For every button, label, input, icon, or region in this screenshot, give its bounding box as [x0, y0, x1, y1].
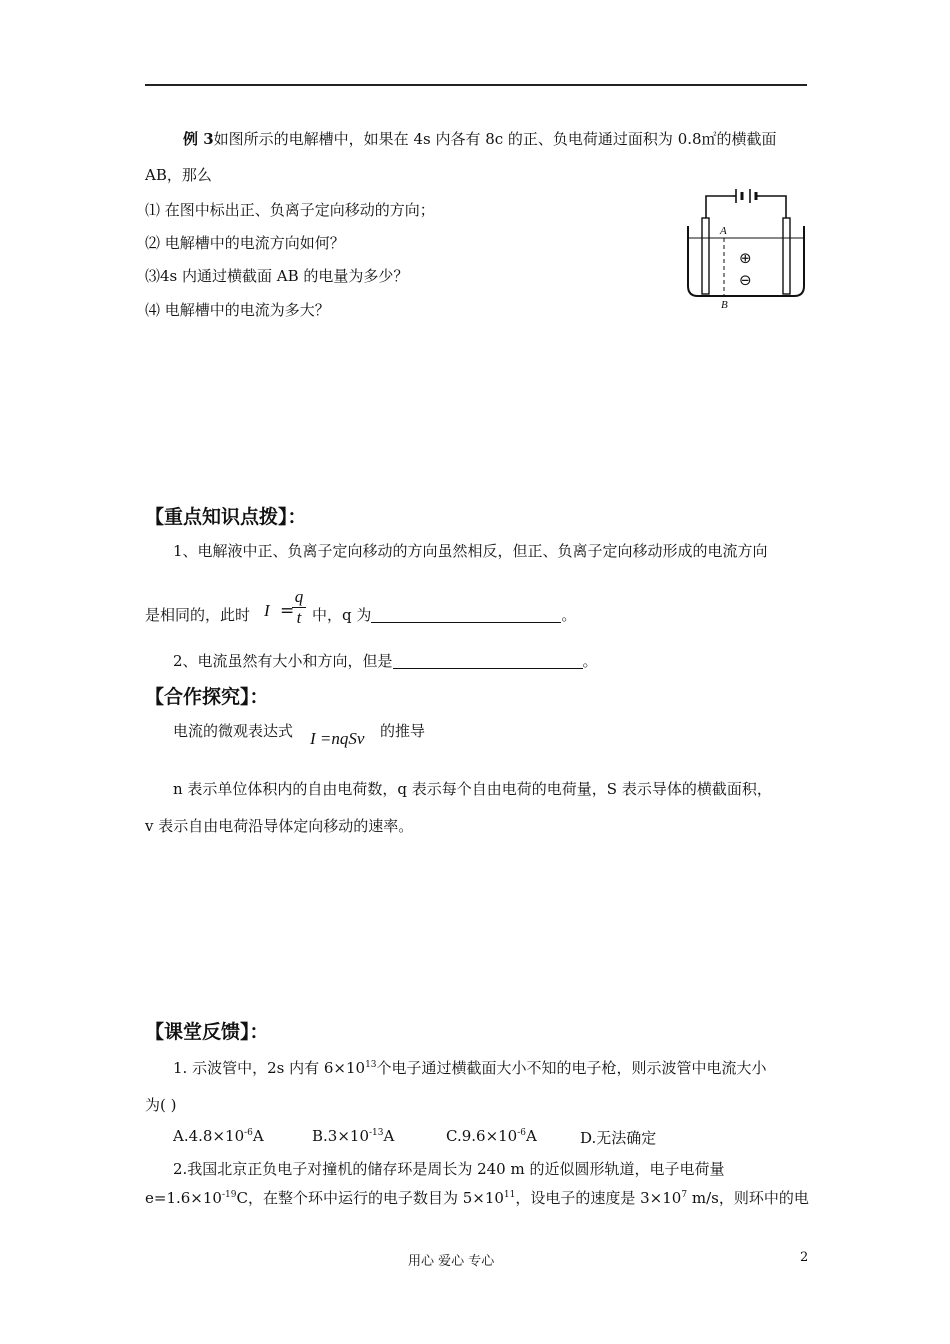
example3-text: 如图所示的电解槽中，如果在 4s 内各有 8c 的正、负电荷通过面积为 0.8㎡的横截面 [213, 130, 777, 148]
key-points-p1-line2-prefix: 是相同的，此时 [145, 606, 251, 624]
feedback-q1-option-d[interactable] [580, 1127, 656, 1148]
page-number: 2 [800, 1250, 809, 1265]
feedback-q1-option-b[interactable] [312, 1127, 394, 1145]
answer-blank-2[interactable] [393, 652, 583, 669]
option-a-unit: A [252, 1127, 264, 1145]
positive-ion-icon: ⊕ [739, 249, 752, 267]
formula-equals: = [280, 601, 295, 621]
cooperation-intro-prefix: 电流的微观表达式 [173, 722, 294, 740]
feedback-q2-exponent-3: 7 [681, 1190, 688, 1200]
option-b-exponent: -13 [369, 1128, 384, 1138]
answer-blank-1[interactable] [371, 606, 561, 623]
feedback-q2-exponent-2: 11 [503, 1190, 516, 1200]
micro-current-formula: I =nqSv [310, 729, 365, 748]
feedback-q2-part-b: C，在整个环中运行的电子数目为 5×10 [236, 1189, 504, 1207]
cooperation-heading: 【合作探究】： [145, 686, 269, 708]
key-points-p1-line2 [312, 604, 576, 625]
feedback-q2-part-c: ，设电子的速度是 3×10 [515, 1189, 682, 1207]
formula-i-symbol: I [264, 601, 270, 620]
cooperation-desc-line2: v 表示自由电荷沿导体定向移动的速率。 [145, 817, 414, 835]
figure-label-a: A [720, 225, 727, 237]
feedback-q1-option-c[interactable] [446, 1127, 537, 1145]
electrolytic-cell-figure [680, 182, 810, 312]
footer-motto: 用心 爱心 专心 [408, 1254, 495, 1269]
option-c-exponent: -6 [517, 1128, 527, 1138]
formula-fraction [292, 588, 306, 627]
left-electrode [702, 218, 709, 294]
option-a-exponent: -6 [244, 1128, 253, 1138]
option-c-base: C.9.6×10 [446, 1127, 518, 1145]
example3-label: 例 3 [183, 130, 214, 148]
feedback-q2-exponent-1: -19 [221, 1190, 237, 1200]
option-c-unit: A [526, 1127, 537, 1145]
feedback-q1-exponent: 13 [365, 1060, 377, 1070]
feedback-q1-line1 [173, 1057, 767, 1078]
example3-q4: ⑷ 电解槽中的电流为多大？ [145, 301, 330, 319]
formula-numerator: q [294, 587, 304, 606]
feedback-q1-part-a: 1. 示波管中，2s 内有 6×10 [173, 1059, 366, 1077]
feedback-q1-part-b: 个电子通过横截面大小不知的电子枪，则示波管中电流大小 [376, 1059, 767, 1077]
feedback-q2-part-d: m/s，则环中的电 [687, 1189, 809, 1207]
key-points-heading: 【重点知识点拨】： [145, 506, 307, 528]
key-points-p1-end: 。 [561, 606, 577, 624]
key-points-p2-end: 。 [582, 652, 598, 670]
example3-line1 [183, 128, 777, 149]
key-points-p1-line1: 1、电解液中正、负离子定向移动的方向虽然相反，但正、负离子定向移动形成的电流方向 [173, 542, 768, 560]
example3-line2: AB，那么 [145, 166, 212, 184]
feedback-q1-line2: 为( ) [145, 1096, 177, 1114]
figure-label-b: B [721, 299, 728, 311]
feedback-heading: 【课堂反馈】： [145, 1021, 269, 1043]
option-d-base: D.无法确定 [580, 1129, 657, 1147]
feedback-q2-line1: 2.我国北京正负电子对撞机的储存环是周长为 240 m 的近似圆形轨道，电子电荷量 [173, 1160, 725, 1178]
feedback-q2-part-a: e=1.6×10 [145, 1189, 222, 1207]
example3-q3: ⑶4s 内通过横截面 AB 的电量为多少？ [145, 267, 409, 285]
feedback-q1-option-a[interactable] [173, 1127, 264, 1145]
option-b-unit: A [383, 1127, 395, 1145]
right-electrode [783, 218, 790, 294]
feedback-q2-line2 [145, 1187, 809, 1208]
key-points-p1-mid: 中，q 为 [312, 606, 372, 624]
option-a-base: A.4.8×10 [173, 1127, 245, 1145]
key-points-p2 [173, 650, 598, 671]
example3-q2: ⑵ 电解槽中的电流方向如何？ [145, 234, 345, 252]
cooperation-desc-line1: n 表示单位体积内的自由电荷数，q 表示每个自由电荷的电荷量，S 表示导体的横截面积， [173, 780, 772, 798]
example3-q1: ⑴ 在图中标出正、负离子定向移动的方向； [145, 201, 435, 219]
key-points-p2-prefix: 2、电流虽然有大小和方向，但是 [173, 652, 393, 670]
cooperation-intro-suffix: 的推导 [380, 722, 426, 740]
negative-ion-icon: ⊖ [739, 271, 752, 289]
option-b-base: B.3×10 [312, 1127, 369, 1145]
formula-denominator: t [296, 608, 302, 627]
header-rule [145, 84, 807, 86]
